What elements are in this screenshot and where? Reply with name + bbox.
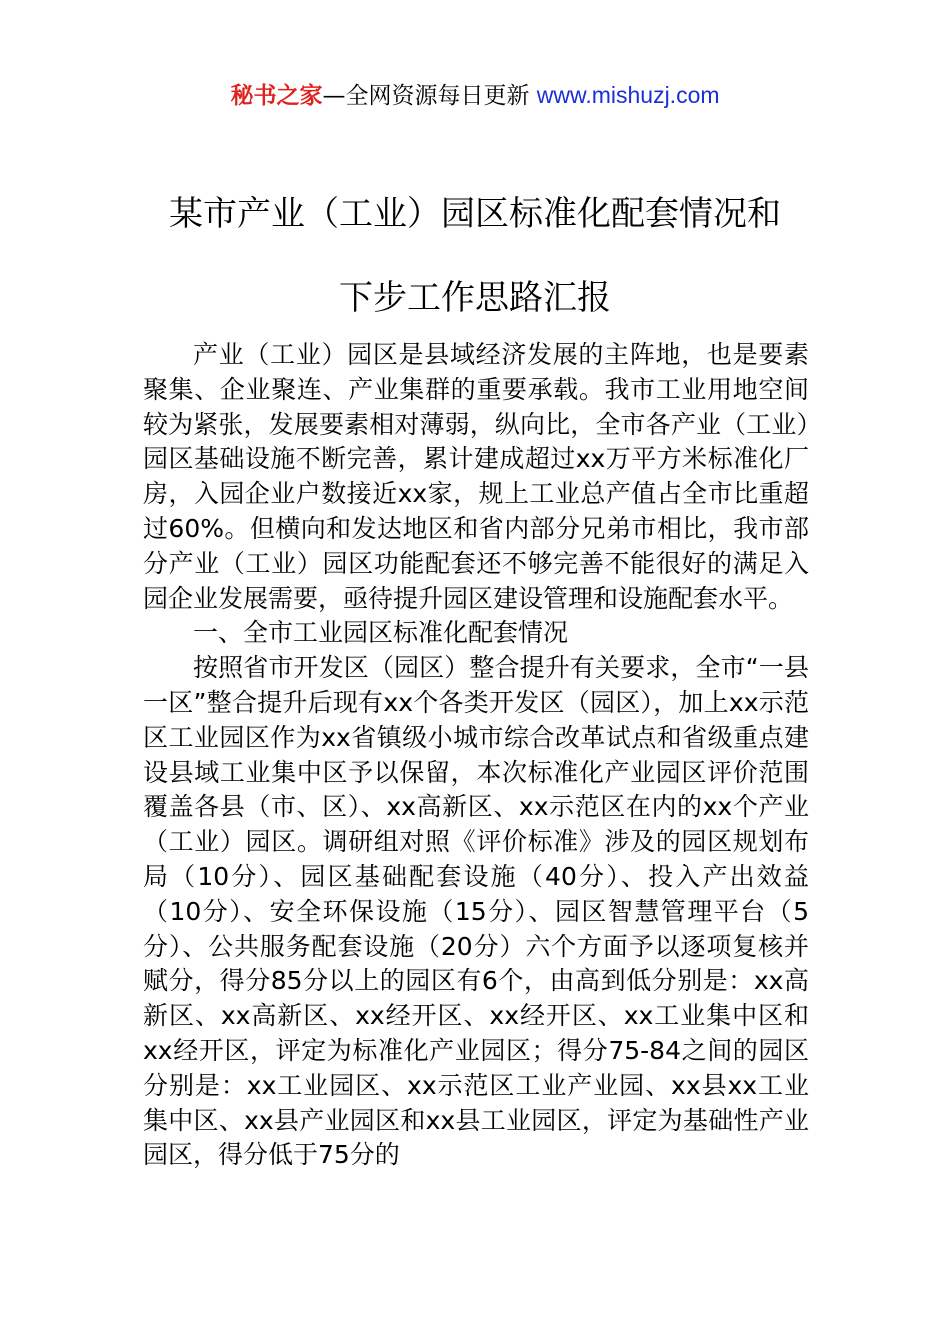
document-title-line-1: 某市产业（工业）园区标准化配套情况和 [169, 194, 781, 234]
document-title [100, 172, 850, 340]
body-paragraph-1: 产业（工业）园区是县域经济发展的主阵地，也是要素聚集、企业聚连、产业集群的重要承载。我市工业用地空间较为紧张，发展要素相对薄弱，纵向比，全市各产业（工业）园区基础设施不断完善，累计建成超过xx万平方米标准化厂房，入园企业户数接近xx家，规上工业总产值占全市比重超过60%。但横向和发达地区和省内部分兄弟市相比，我市部分产业（工业）园区功能配套还不够完善不能很好的满足入园企业发展需要，亟待提升园区建设管理和设施配套水平。 [143, 340, 809, 613]
section-heading-1: 一、全市工业园区标准化配套情况 [193, 618, 569, 648]
site-tagline: —全网资源每日更新 [322, 83, 537, 109]
site-url-link[interactable]: www.mishuzj.com [536, 82, 720, 108]
body-paragraph-2: 按照省市开发区（园区）整合提升有关要求，全市“一县一区”整合提升后现有xx个各类开发区（园区），加上xx示范区工业园区作为xx省镇级小城市综合改革试点和省级重点建设县域工业集中区予以保留，本次标准化产业园区评价范围覆盖各县（市、区）、xx高新区、xx示范区在内的xx个产业（工业）园区。调研组对照《评价标准》涉及的园区规划布局（10分）、园区基础配套设施（40分）、投入产出效益（10分）、安全环保设施（15分）、园区智慧管理平台（5分）、公共服务配套设施（20分）六个方面予以逐项复核并赋分，得分85分以上的园区有6个，由高到低分别是：xx高新区、xx高新区、xx经开区、xx经开区、xx工业集中区和xx经开区，评定为标准化产业园区；得分75-84之间的园区分别是：xx工业园区、xx示范区工业产业园、xx县xx工业集中区、xx县产业园区和xx县工业园区，评定为基础性产业园区，得分低于75分的 [143, 653, 809, 1170]
document-body [143, 338, 809, 1173]
site-name: 秘书之家 [230, 83, 323, 109]
document-title-line-2: 下步工作思路汇报 [339, 278, 611, 318]
site-header [0, 78, 950, 113]
